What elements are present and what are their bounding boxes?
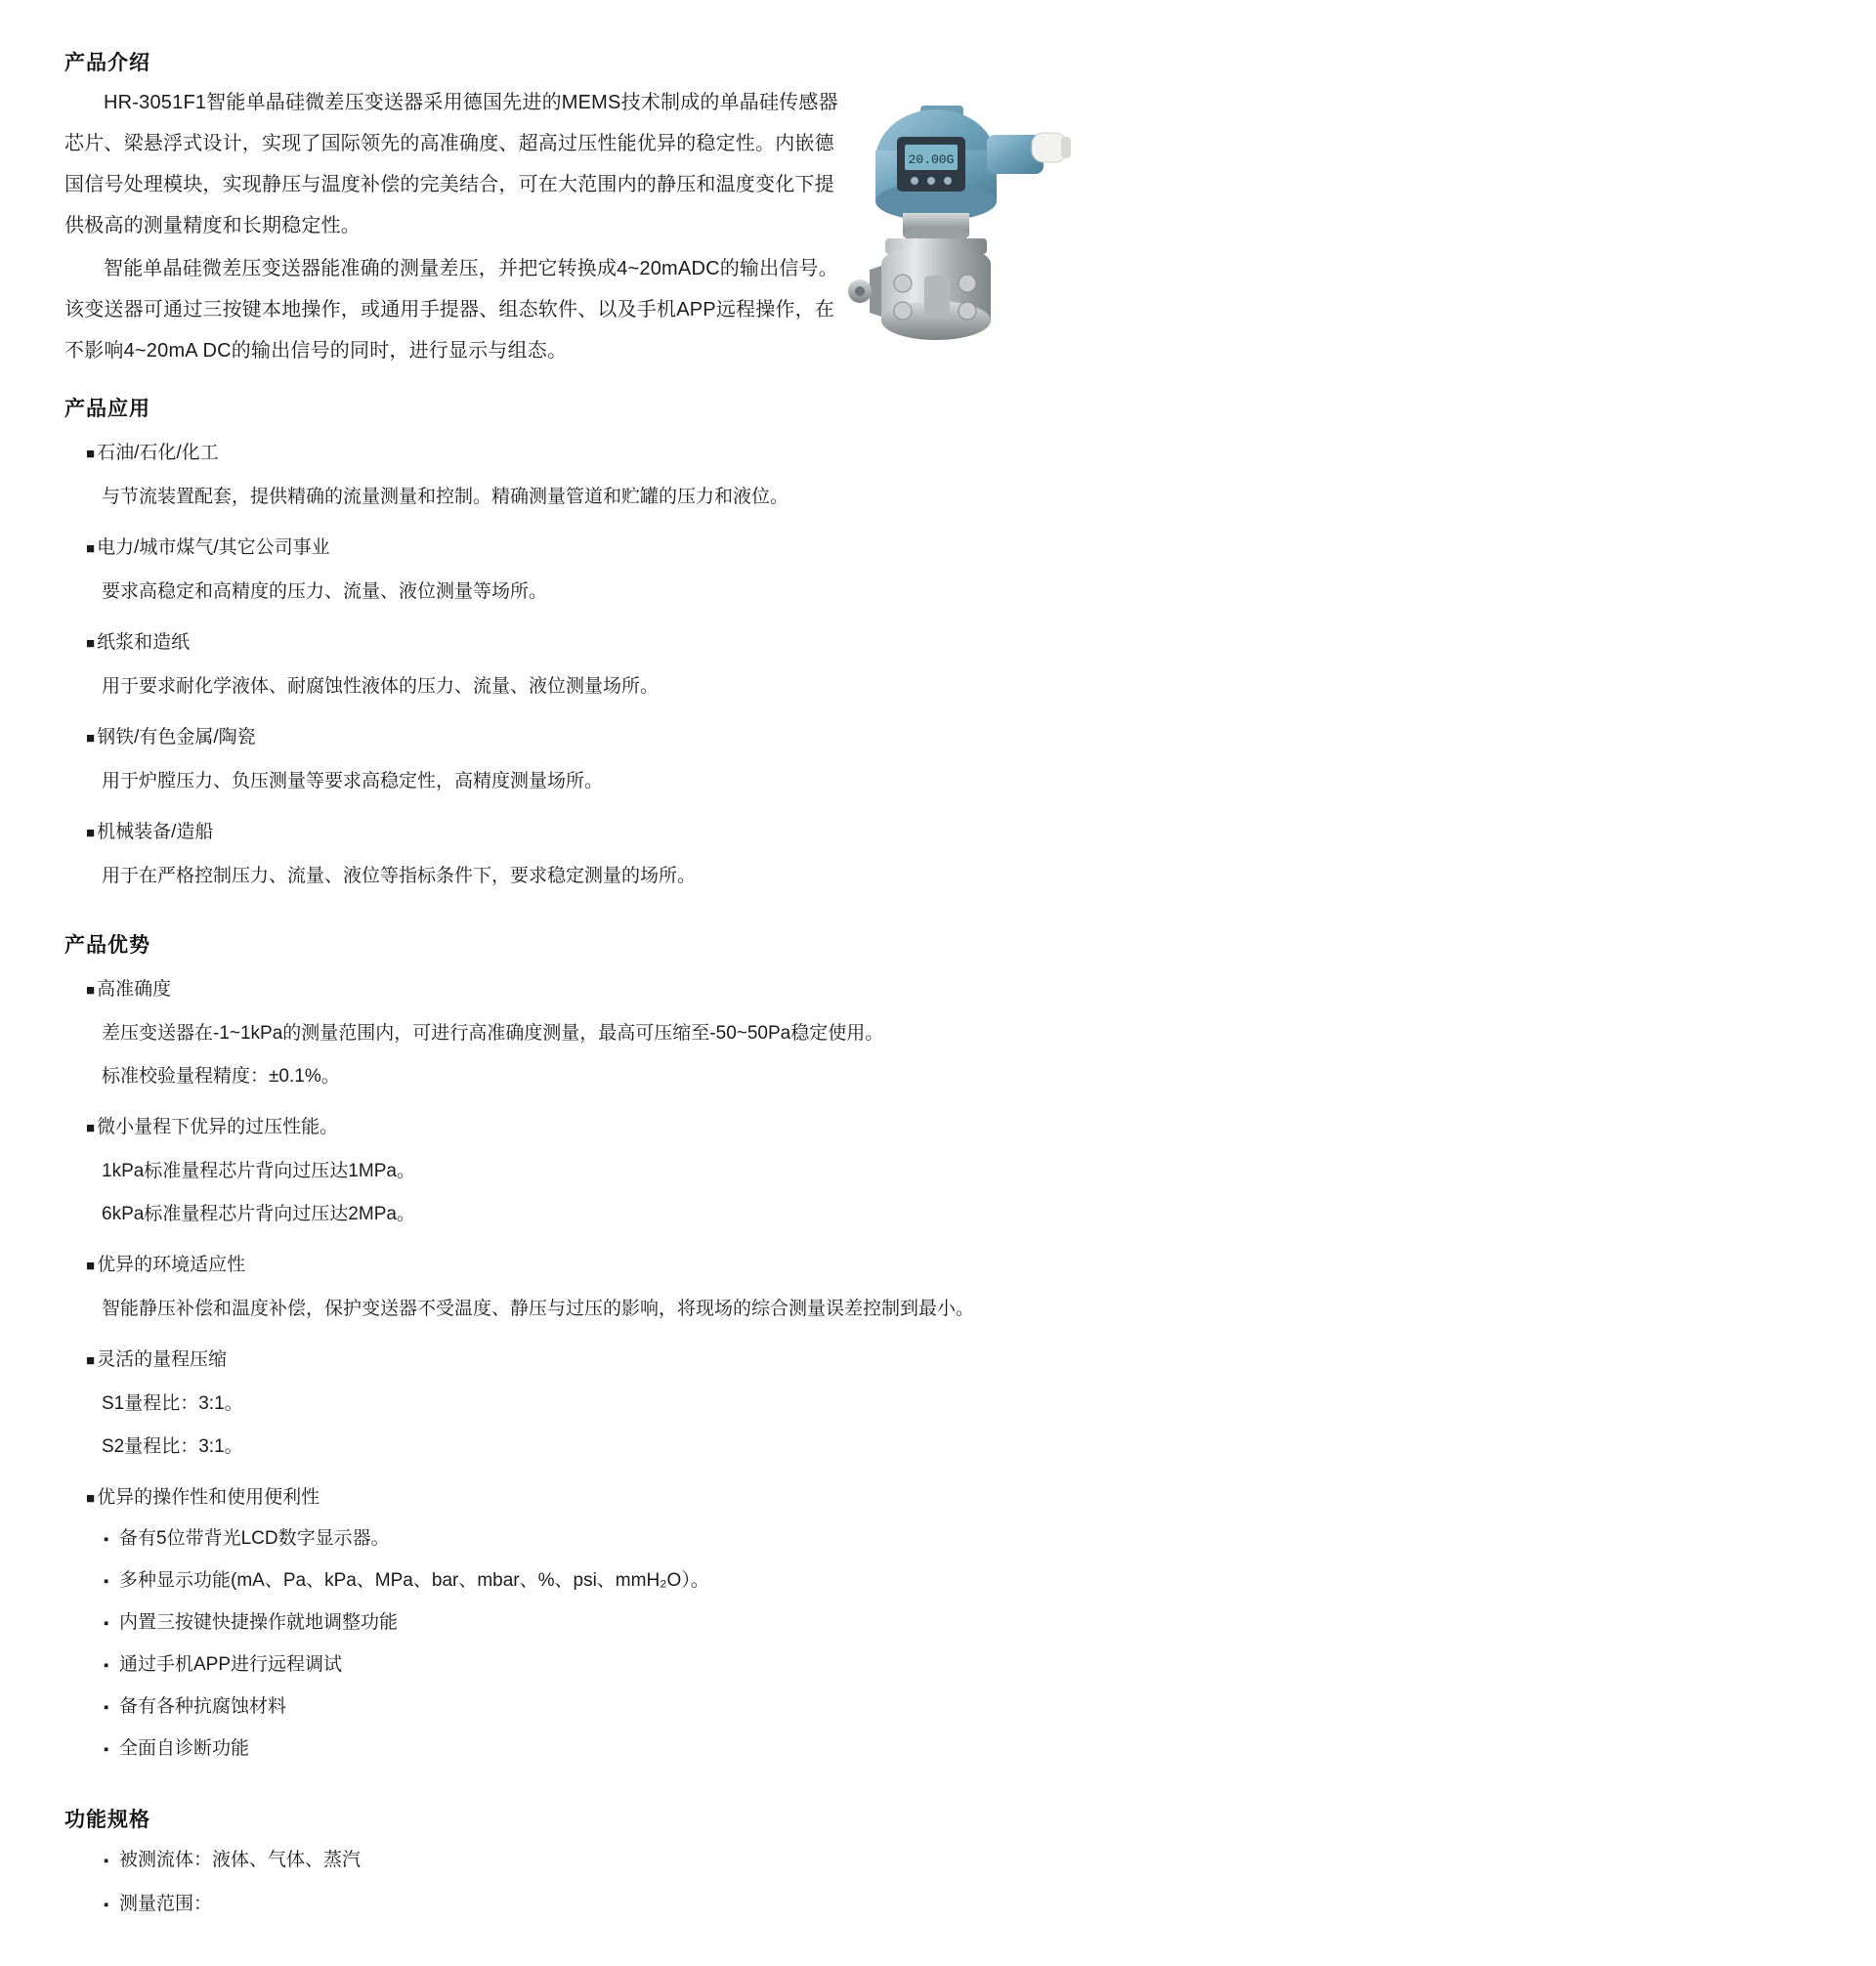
application-group-list — [29, 434, 1847, 896]
square-bullet-icon: ■ — [86, 982, 96, 999]
advantage-line: 1kPa标准量程芯片背向过压达1MPa。 — [102, 1161, 415, 1181]
application-group-title: ■ 电力/城市煤气/其它公司事业 — [86, 537, 330, 558]
advantage-group — [86, 1478, 1847, 1771]
advantage-group-title: ■ 高准确度 — [86, 979, 172, 1000]
product-intro-text — [64, 82, 846, 371]
intro-paragraph-2: 智能单晶硅微差压变送器能准确的测量差压，并把它转换成4~20mADC的输出信号。该变送器可通过三按键本地操作，或通用手提器、组态软件、以及手机APP远程操作，在不影响4~20mA DC的输出信号的同时，进行显示与组态。 — [64, 258, 838, 362]
application-group-desc: 用于在严格控制压力、流量、液位等指标条件下，要求稳定测量的场所。 — [102, 866, 697, 886]
advantage-subitem: ▪ 备有各种抗腐蚀材料 — [86, 1687, 1847, 1729]
dot-bullet-icon: ▪ — [104, 1741, 109, 1758]
application-group-desc: 用于炉膛压力、负压测量等要求高稳定性，高精度测量场所。 — [102, 771, 604, 791]
square-bullet-icon: ■ — [86, 825, 96, 841]
advantage-group-list — [29, 970, 1847, 1771]
application-group-desc: 用于要求耐化学液体、耐腐蚀性液体的压力、流量、液位测量场所。 — [102, 676, 660, 697]
advantage-group-title: ■ 灵活的量程压缩 — [86, 1349, 228, 1370]
function-spec-list — [29, 1839, 1847, 1927]
advantage-line: 6kPa标准量程芯片背向过压达2MPa。 — [102, 1204, 415, 1224]
dot-bullet-icon: ▪ — [104, 1657, 109, 1674]
section-product-advantage — [29, 929, 1847, 959]
advantage-subitem: ▪ 备有5位带背光LCD数字显示器。 — [86, 1518, 1847, 1560]
advantage-group — [86, 970, 1847, 1096]
application-group — [86, 813, 1847, 896]
advantage-line: 差压变送器在-1~1kPa的测量范围内，可进行高准确度测量，最高可压缩至-50~50Pa稳定使用。 — [102, 1023, 884, 1044]
square-bullet-icon: ■ — [86, 1352, 96, 1369]
section-title-product-advantage: 产品优势 — [64, 934, 150, 957]
advantage-line: 标准校验量程精度：±0.1%。 — [102, 1066, 340, 1087]
section-product-intro — [29, 47, 1847, 76]
advantage-group-title: ■ 微小量程下优异的过压性能。 — [86, 1117, 339, 1137]
section-title-product-intro: 产品介绍 — [64, 52, 150, 74]
dot-bullet-icon: ▪ — [104, 1615, 109, 1632]
application-group — [86, 529, 1847, 612]
pressure-transmitter-photo — [831, 92, 1124, 385]
advantage-line: S1量程比：3:1。 — [102, 1393, 243, 1414]
square-bullet-icon: ■ — [86, 540, 96, 557]
dot-bullet-icon: ▪ — [104, 1573, 109, 1590]
application-group-title: ■ 纸浆和造纸 — [86, 632, 191, 653]
product-intro-body — [29, 82, 1847, 375]
document-content — [29, 0, 1847, 1966]
advantage-line: S2量程比：3:1。 — [102, 1436, 243, 1457]
advantage-group-title: ■ 优异的操作性和使用便利性 — [86, 1487, 320, 1508]
application-group-desc: 与节流装置配套，提供精确的流量测量和控制。精确测量管道和贮罐的压力和液位。 — [102, 487, 789, 507]
dot-bullet-icon: ▪ — [104, 1531, 109, 1548]
spec-item: ▪ 被测流体：液体、气体、蒸汽 — [86, 1839, 1847, 1883]
svg-text:20.00G: 20.00G — [908, 152, 955, 167]
application-group — [86, 623, 1847, 706]
advantage-group — [86, 1341, 1847, 1467]
advantage-group — [86, 1246, 1847, 1329]
advantage-subitem: ▪ 全面自诊断功能 — [86, 1729, 1847, 1771]
advantage-subitem: ▪ 多种显示功能(mA、Pa、kPa、MPa、bar、mbar、%、psi、mmH₂O）。 — [86, 1560, 1847, 1603]
advantage-subitem: ▪ 内置三按键快捷操作就地调整功能 — [86, 1603, 1847, 1645]
section-product-application — [29, 393, 1847, 422]
intro-paragraph-1: HR-3051F1智能单晶硅微差压变送器采用德国先进的MEMS技术制成的单晶硅传感器芯片、梁悬浮式设计，实现了国际领先的高准确度、超高过压性能优异的稳定性。内嵌德国信号处理模块，实现静压与温度补偿的完美结合，可在大范围内的静压和温度变化下提供极高的测量精度和长期稳定性。 — [64, 92, 838, 236]
advantage-line: 智能静压补偿和温度补偿，保护变送器不受温度、静压与过压的影响，将现场的综合测量误差控制到最小。 — [102, 1299, 975, 1319]
application-group — [86, 718, 1847, 801]
dot-bullet-icon: ▪ — [104, 1699, 109, 1716]
dot-bullet-icon: ▪ — [104, 1897, 109, 1913]
dot-bullet-icon: ▪ — [104, 1853, 109, 1869]
application-group-desc: 要求高稳定和高精度的压力、流量、液位测量等场所。 — [102, 581, 548, 602]
application-group-title: ■ 机械装备/造船 — [86, 822, 214, 842]
square-bullet-icon: ■ — [86, 635, 96, 652]
application-group-title: ■ 钢铁/有色金属/陶瓷 — [86, 727, 256, 748]
square-bullet-icon: ■ — [86, 1120, 96, 1136]
section-title-product-application: 产品应用 — [64, 398, 150, 420]
application-group — [86, 434, 1847, 517]
advantage-group-title: ■ 优异的环境适应性 — [86, 1255, 246, 1275]
section-function-spec — [29, 1804, 1847, 1833]
application-group-title: ■ 石油/石化/化工 — [86, 443, 219, 463]
advantage-group — [86, 1108, 1847, 1234]
section-title-function-spec: 功能规格 — [64, 1809, 150, 1831]
advantage-subitem: ▪ 通过手机APP进行远程调试 — [86, 1645, 1847, 1687]
spec-item: ▪ 测量范围： — [86, 1883, 1847, 1927]
square-bullet-icon: ■ — [86, 1258, 96, 1274]
square-bullet-icon: ■ — [86, 1490, 96, 1507]
square-bullet-icon: ■ — [86, 446, 96, 462]
square-bullet-icon: ■ — [86, 730, 96, 747]
